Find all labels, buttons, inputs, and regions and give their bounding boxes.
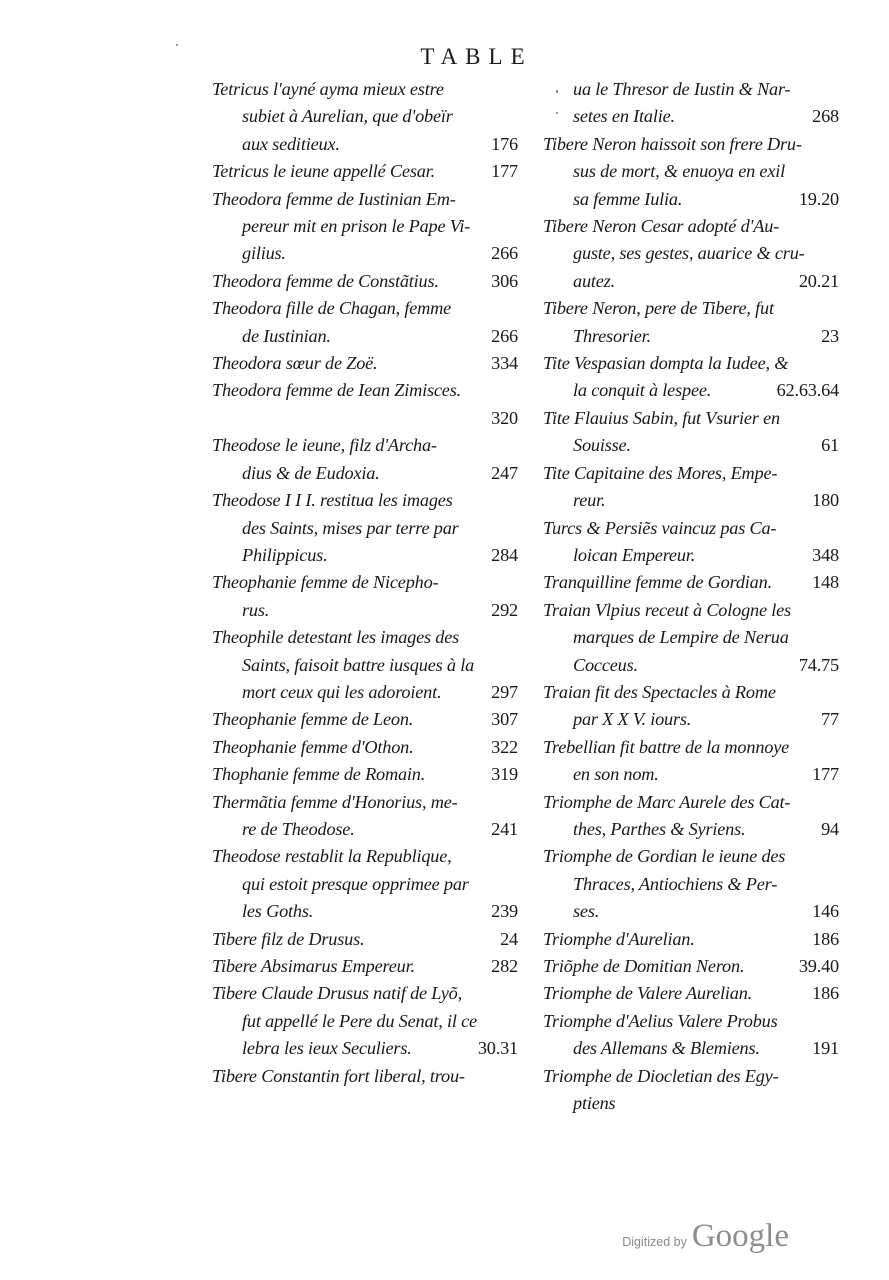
entry-line <box>212 213 518 240</box>
page-number: 23 <box>821 325 839 346</box>
entry-line <box>212 240 518 267</box>
digitized-by-watermark <box>622 1218 789 1255</box>
entry-text: Theodora sœur de Zoë. <box>212 353 378 374</box>
page-number: 180 <box>812 490 839 511</box>
page-number: 247 <box>491 462 518 483</box>
entry-line <box>212 926 518 953</box>
entry-text: setes en Italie. <box>573 106 675 127</box>
entry-line <box>543 679 839 706</box>
entry-line <box>212 432 518 459</box>
entry-text: la conquit à lespee. <box>573 380 712 401</box>
entry-line <box>543 898 839 925</box>
entry-text: Tite Capitaine des Mores, Empe- <box>543 462 778 483</box>
entry-line <box>212 542 518 569</box>
entry-line <box>543 432 839 459</box>
page-number: 186 <box>812 928 839 949</box>
entry-line <box>543 706 839 733</box>
entry-text: thes, Parthes & Syriens. <box>573 818 746 839</box>
index-entry <box>543 953 839 980</box>
entry-text: reur. <box>573 490 606 511</box>
entry-text: Triomphe d'Aurelian. <box>543 928 695 949</box>
digitized-label: Digitized by <box>622 1235 687 1249</box>
entry-text: Thermãtia femme d'Honorius, me- <box>212 791 458 812</box>
entry-text: ses. <box>573 901 600 922</box>
index-entry <box>212 761 518 788</box>
entry-line <box>543 213 839 240</box>
index-entry <box>543 1008 839 1063</box>
index-entry <box>212 953 518 980</box>
page-number: 306 <box>491 270 518 291</box>
entry-text: rus. <box>242 599 270 620</box>
index-entry <box>543 926 839 953</box>
entry-text: qui estoit presque opprimee par <box>242 873 469 894</box>
entry-text: Theodora femme de Iustinian Em- <box>212 188 456 209</box>
entry-text: Triõphe de Domitian Neron. <box>543 956 745 976</box>
index-entry <box>212 268 518 295</box>
entry-line <box>543 460 839 487</box>
page-number: 146 <box>812 901 839 922</box>
index-entry <box>543 980 839 1007</box>
right-column <box>543 76 839 1117</box>
entry-text: Tite Vespasian dompta la Iudee, & <box>543 353 789 374</box>
entry-text: pereur mit en prison le Pape Vi- <box>242 216 471 237</box>
index-entry <box>212 843 518 925</box>
entry-line <box>543 624 839 651</box>
index-entry <box>212 980 518 1062</box>
page-number: 319 <box>491 764 518 785</box>
page-number: 322 <box>491 736 518 757</box>
entry-line <box>543 186 839 213</box>
entry-line <box>212 350 518 377</box>
entry-line <box>543 816 839 843</box>
entry-text: Saints, faisoit battre iusques à la <box>242 654 475 675</box>
page-number: 348 <box>812 544 839 565</box>
page-number: 334 <box>491 353 518 374</box>
google-logo: Google <box>691 1218 789 1254</box>
entry-line <box>212 953 518 980</box>
entry-text: lebra les ieux Seculiers. <box>242 1038 412 1059</box>
page-number: 307 <box>491 709 518 730</box>
entry-text: Philippicus. <box>242 544 328 565</box>
entry-text: Thraces, Antiochiens & Per- <box>573 873 778 894</box>
entry-line <box>212 295 518 322</box>
index-entry <box>212 789 518 844</box>
entry-line <box>212 1063 518 1090</box>
page-number: 186 <box>812 983 839 1004</box>
entry-text: Theophanie femme de Nicepho- <box>212 572 439 593</box>
entry-line <box>212 898 518 925</box>
entry-text: Tetricus l'ayné ayma mieux estre <box>212 79 444 99</box>
entry-text: des Allemans & Blemiens. <box>573 1038 760 1059</box>
page-number: 297 <box>491 681 518 702</box>
entry-line <box>543 515 839 542</box>
page-number: 77 <box>821 709 839 730</box>
entry-line <box>212 980 518 1007</box>
page-number: 292 <box>491 599 518 620</box>
entry-text: Tibere Neron haissoit son frere Dru- <box>543 133 802 154</box>
entry-text: mort ceux qui les adoroient. <box>242 681 442 702</box>
entry-line <box>543 350 839 377</box>
entry-text: Thophanie femme de Romain. <box>212 764 426 785</box>
page-number: 177 <box>812 764 839 785</box>
scan-speck <box>556 90 558 93</box>
entry-text: Triomphe de Marc Aurele des Cat- <box>543 791 791 812</box>
page-number: 24 <box>500 928 518 949</box>
index-entry <box>212 1063 518 1090</box>
entry-text: Theodora fille de Chagan, femme <box>212 298 452 319</box>
entry-text: gilius. <box>242 243 286 264</box>
entry-line <box>543 980 839 1007</box>
page-number: 320 <box>491 407 518 428</box>
entry-text: Tibere Constantin fort liberal, trou- <box>212 1065 465 1086</box>
entry-line <box>212 624 518 651</box>
index-entry <box>212 706 518 733</box>
index-entry <box>543 1063 839 1118</box>
page-number: 74.75 <box>798 654 839 675</box>
entry-text: Theophanie femme d'Othon. <box>212 736 414 757</box>
entry-text: sus de mort, & enuoya en exil <box>573 161 786 182</box>
index-entry <box>543 597 839 679</box>
entry-text: Triomphe de Diocletian des Egy- <box>543 1065 779 1086</box>
scan-speck <box>556 112 558 114</box>
entry-line <box>212 1008 518 1035</box>
entry-line <box>543 240 839 267</box>
index-entry <box>543 131 839 213</box>
entry-text: Trebellian fit battre de la monnoye <box>543 736 790 757</box>
index-entry <box>212 377 518 432</box>
entry-text: Tibere Neron, pere de Tibere, fut <box>543 298 774 319</box>
page-number: 148 <box>812 572 839 593</box>
entry-text: ptiens <box>573 1093 616 1114</box>
entry-line <box>212 377 518 404</box>
entry-line <box>543 761 839 788</box>
page-number: 19.20 <box>798 188 839 209</box>
entry-line <box>212 871 518 898</box>
index-entry <box>212 76 518 158</box>
entry-text: Tetricus le ieune appellé Cesar. <box>212 161 435 182</box>
entry-line <box>212 706 518 733</box>
index-entry <box>212 295 518 350</box>
entry-text: Tranquilline femme de Gordian. <box>543 572 772 593</box>
entry-text: Theodose le ieune, filz d'Archa- <box>212 435 437 456</box>
page-number: 191 <box>812 1038 839 1059</box>
entry-text: Tibere filz de Drusus. <box>212 928 365 949</box>
entry-line <box>212 405 518 432</box>
entry-text: Theophanie femme de Leon. <box>212 709 414 730</box>
entry-line <box>212 597 518 624</box>
entry-line <box>543 652 839 679</box>
index-entry <box>212 350 518 377</box>
entry-line <box>212 76 518 103</box>
running-header: TABLE <box>420 44 533 69</box>
page-number: 177 <box>491 161 518 182</box>
entry-line <box>543 597 839 624</box>
entry-line <box>543 1090 839 1117</box>
entry-line <box>212 679 518 706</box>
entry-text: Traian Vlpius receut à Cologne les <box>543 599 791 620</box>
entry-text: ua le Thresor de Iustin & Nar- <box>573 79 791 99</box>
entry-text: par X X V. iours. <box>573 709 692 730</box>
entry-text: Triomphe de Valere Aurelian. <box>543 983 753 1004</box>
entry-text: Theodose I I I. restitua les images <box>212 490 453 511</box>
entry-line <box>212 816 518 843</box>
index-entry <box>543 76 839 131</box>
entry-line <box>212 131 518 158</box>
entry-line <box>543 103 839 130</box>
entry-text: Traian fit des Spectacles à Rome <box>543 681 776 702</box>
entry-line <box>212 761 518 788</box>
entry-line <box>543 268 839 295</box>
page-number: 176 <box>491 133 518 154</box>
entry-text: de Iustinian. <box>242 325 331 346</box>
entry-line <box>212 487 518 514</box>
entry-text: fut appellé le Pere du Senat, il ce <box>242 1010 477 1031</box>
page-number: 239 <box>491 901 518 922</box>
entry-line <box>543 131 839 158</box>
entry-text: des Saints, mises par terre par <box>242 517 459 538</box>
entry-text: Cocceus. <box>573 654 638 675</box>
entry-text: Tibere Claude Drusus natif de Lyõ, <box>212 983 462 1004</box>
entry-text: dius & de Eudoxia. <box>242 462 380 483</box>
entry-line <box>212 158 518 185</box>
entry-text: les Goths. <box>242 901 314 922</box>
index-entry <box>212 734 518 761</box>
entry-text: marques de Lempire de Nerua <box>573 627 789 648</box>
entry-line <box>212 1035 518 1062</box>
entry-line <box>543 405 839 432</box>
entry-line <box>543 734 839 761</box>
entry-text: Triomphe d'Aelius Valere Probus <box>543 1010 778 1031</box>
index-entry <box>212 569 518 624</box>
entry-line <box>212 186 518 213</box>
entry-line <box>543 569 839 596</box>
index-entry <box>543 679 839 734</box>
entry-line <box>543 1063 839 1090</box>
index-entry <box>543 734 839 789</box>
index-entry <box>543 213 839 295</box>
index-entry <box>212 624 518 706</box>
entry-text: Tibere Absimarus Empereur. <box>212 956 415 976</box>
entry-line <box>543 323 839 350</box>
index-entry <box>212 926 518 953</box>
index-entry <box>212 158 518 185</box>
entry-text: Theodose restablit la Republique, <box>212 846 452 867</box>
entry-line <box>212 323 518 350</box>
index-entry <box>543 789 839 844</box>
entry-text: Souisse. <box>573 435 631 456</box>
index-entry <box>543 843 839 925</box>
entry-text: Triomphe de Gordian le ieune des <box>543 846 786 867</box>
entry-line <box>212 789 518 816</box>
page-number: 282 <box>491 956 518 976</box>
page-number: 241 <box>491 818 518 839</box>
entry-text: Tibere Neron Cesar adopté d'Au- <box>543 216 780 237</box>
page-number: 268 <box>812 106 839 127</box>
entry-line <box>543 953 839 980</box>
entry-text: en son nom. <box>573 764 659 785</box>
entry-text: re de Theodose. <box>242 818 355 839</box>
scan-speck <box>176 44 178 46</box>
entry-text: subiet à Aurelian, que d'obeïr <box>242 106 453 127</box>
page-number: 39.40 <box>798 956 839 976</box>
entry-line <box>543 843 839 870</box>
entry-text: Theodora femme de Iean Zimisces. <box>212 380 461 401</box>
entry-text: Theophile detestant les images des <box>212 627 460 648</box>
entry-line <box>543 1035 839 1062</box>
entry-line <box>543 295 839 322</box>
entry-line <box>212 268 518 295</box>
entry-line <box>543 377 839 404</box>
page-number: 62.63.64 <box>776 380 839 401</box>
entry-text: guste, ses gestes, auarice & cru- <box>573 243 805 264</box>
page-number: 266 <box>491 243 518 264</box>
left-column <box>212 76 518 1090</box>
index-entry <box>212 487 518 569</box>
entry-text: autez. <box>573 270 615 291</box>
entry-line <box>543 1008 839 1035</box>
entry-text: aux seditieux. <box>242 133 340 154</box>
entry-text: sa femme Iulia. <box>573 188 683 209</box>
entry-line <box>212 515 518 542</box>
page-number: 20.21 <box>798 270 839 291</box>
entry-text: loican Empereur. <box>573 544 696 565</box>
index-entry <box>543 460 839 515</box>
entry-line <box>212 652 518 679</box>
page-number: 30.31 <box>477 1038 518 1059</box>
entry-line <box>212 103 518 130</box>
entry-line <box>543 542 839 569</box>
entry-line <box>212 460 518 487</box>
entry-line <box>543 871 839 898</box>
index-entry <box>543 569 839 596</box>
entry-line <box>212 734 518 761</box>
entry-line <box>212 569 518 596</box>
page-number: 94 <box>821 818 839 839</box>
page-number: 284 <box>491 544 518 565</box>
page-number: 266 <box>491 325 518 346</box>
entry-line <box>543 158 839 185</box>
entry-line <box>212 843 518 870</box>
entry-line <box>543 76 839 103</box>
entry-text: Turcs & Persiẽs vaincuz pas Ca- <box>543 517 777 538</box>
entry-line <box>543 789 839 816</box>
index-entry <box>212 186 518 268</box>
index-entry <box>543 350 839 405</box>
index-entry <box>543 295 839 350</box>
entry-line <box>543 926 839 953</box>
entry-text: Tite Flauius Sabin, fut Vsurier en <box>543 407 780 428</box>
entry-text: Theodora femme de Constãtius. <box>212 270 439 291</box>
index-entry <box>212 432 518 487</box>
entry-line <box>543 487 839 514</box>
entry-text: Thresorier. <box>573 325 651 346</box>
index-entry <box>543 405 839 460</box>
index-entry <box>543 515 839 570</box>
page-number: 61 <box>821 435 839 456</box>
